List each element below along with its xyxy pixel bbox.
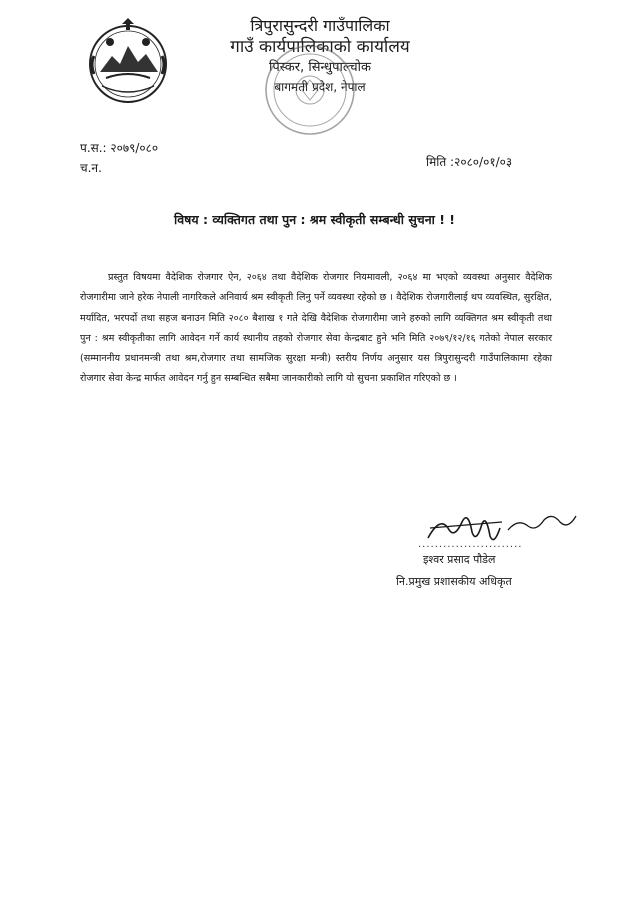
signature-line: .........................	[418, 539, 523, 550]
office-name: गाउँ कार्यपालिकाको कार्यालय	[230, 37, 410, 57]
body-paragraph: प्रस्तुत विषयमा वैदेशिक रोजगार ऐन, २०६४ तथा वैदेशिक रोजगार नियमावली, २०६४ मा भएको व्यवस्था अनुसार वैदेशिक रोजगारीमा जाने हरेक नेपाली नागरिकले अनिवार्य श्रम स्वीकृती लिनु पर्ने व्यवस्था रहेको छ । वैदेशिक रोजगारीलाई थप व्यवस्थित, सुरक्षित, मर्यादित, भरपर्दो तथा सहज बनाउन मिति २०८० बैशाख १ गते देखि वैदेशिक रोजगारीमा जाने हरुको लागि व्यक्तिगत श्रम स्वीकृती तथा पुन : श्रम स्वीकृतीका लागि आवेदन गर्ने कार्य स्थानीय तहको रोजगार सेवा केन्द्रबाट हुने भनि मिति २०७९/१२/१६ गतेको नेपाल सरकार (सम्माननीय प्रधानमन्त्री तथा श्रम,रोजगार तथा सामजिक सुरक्षा मन्त्री) स्तरीय निर्णय अनुसार यस त्रिपुरासुन्दरी गाउँपालिकामा रहेका रोजगार सेवा केन्द्र मार्फत आवेदन गर्नु हुन सम्बन्धित सबैमा जानकारीको लागि यो सुचना प्रकाशित गरिएको छ ।	[80, 272, 552, 385]
office-location: पिस्कर, सिन्धुपाल्चोक	[269, 60, 371, 75]
reference-block	[80, 138, 158, 178]
signatory-name: इश्वर प्रसाद पौडेल	[423, 553, 496, 566]
letter-number: प.स.: २०७९/०८०	[80, 141, 159, 155]
office-seal-stamp-icon	[262, 42, 358, 138]
dispatch-number: च.न.	[80, 161, 102, 175]
municipality-name: त्रिपुरासुन्दरी गाउँपालिका	[250, 16, 390, 35]
notice-body	[80, 268, 552, 390]
signature-block	[388, 498, 588, 598]
signatory-title: नि.प्रमुख प्रशासकीय अधिकृत	[396, 575, 512, 588]
nepal-government-emblem-icon	[82, 16, 174, 108]
notice-subject: विषय : व्यक्तिगत तथा पुन : श्रम स्वीकृती सम्बन्धी सुचना ! !	[173, 212, 455, 227]
office-province: बागमती प्रदेश, नेपाल	[274, 80, 366, 94]
letter-date: मिति :२०८०/०१/०३	[426, 155, 513, 169]
